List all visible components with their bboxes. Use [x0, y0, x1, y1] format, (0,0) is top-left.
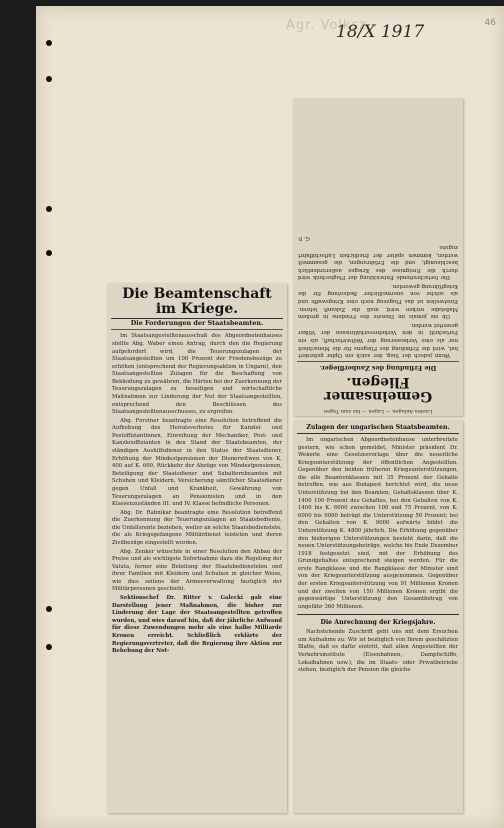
- paragraph: Nachstehende Zuschrift geht uns mit dem Ersuchen um Aufnahme zu: Wir ist bezüglich von Ihrem geschätzten Blatte, daß es dafür eintritt, daß allen Angestellten der Verkehrsinstitute (Eisenbahnen, Dampfschiffe, Lokalbahnen usw.), die im Staats- oder Privatbetriebe stehen, bezüglich der Pension die gleiche: [298, 629, 458, 674]
- punch-hole: [46, 206, 52, 212]
- paragraph: Die fortschreitende Entwicklung der Flugtechnik wird durch die Ereignisse des Krieges außerordentlich beschleunigt, und die Erfahrungen, die gesammelt werden, kommen später der friedlichen Luftschiffahrt zugute.: [298, 244, 458, 281]
- paragraph: Abg. Zenker wünschte in einer Resolution den Abbau der Preise und als wichtigste Sofortnahme dazu die Regelung der Valuta, ferner eine Beteilung der Staatsbediensteten und ihrer Familien mit Kleidern und Schuhen in gleicher Weise, wie dies seitens der Armeeverwaltung bezüglich der Militärpersonen geschieht.: [112, 548, 282, 593]
- article-headline: Gemeinsamer Fliegen.: [323, 373, 433, 405]
- article-body: [298, 629, 458, 674]
- punch-hole: [46, 644, 52, 650]
- signoff: G. P.: [298, 235, 310, 242]
- top-strip: Linden Anlagen — Lagen — bis zum Tagen: [323, 408, 433, 414]
- article-headline: Die Beamtenschaft im Kriege.: [122, 286, 272, 317]
- punch-hole: [46, 40, 52, 46]
- section-title: Zulagen der ungarischen Staatsbeamten.: [306, 424, 450, 431]
- divider: [297, 614, 459, 615]
- paragraph: Abg. Forstner beantragte eine Resolution betreffend die Aufhebung des Heiratsverbotes für Kanzlei- und Postoffiziantinnen, Einreihung der Mechaniker, Post- und Kanzleioffizianten in den Stand der Staatsbeamten, der ständigen Aushilfsdiener in den Status der Staatsdiener, Erhöhung der Mindestpensionen der Dienerwitwen von K. 400 auf K. 600, Rückkehr der Abzüge von Mindestpensionen, Beteiligung der Staatsdiener und Subalternbeamten mit Schuhen und Kleidern, Versicherung sämtlicher Staatsdiener gegen Unfall und Krankheit, Gewährung von Teuerungszulagen an Pensionisten und in den Klassenzuständen III. und IV. Klasse befindliche Personen.: [112, 417, 282, 508]
- paragraph: Wenn jedoch der Sieg, der solch ein Opfer gefordert hat, wird die Erfindung des Fliegens für die Menschheit nur als eine Verbesserung der Weltwirtschaft, als ein Fortschritt in den Verkehrsverhältnissen der Völker gewertet werden.: [298, 321, 458, 359]
- article-body: [112, 333, 282, 655]
- archive-stamp: Agr. Volksz: [286, 18, 368, 33]
- paragraph: Im ungarischen Abgeordnetenhause unterbreitete gestern, wie schon gemeldet, Minister präsident Dr. Wekerle eine Gesetzesvorlage über die neuerliche Kriegsunterstützung der öffentlichen Angestellten. Gegenüber den beiden früheren Kriegsunterstützungen, die alle Beamtenklassen mit 35 Prozent der Gehalte betroffen, wie aus Budapest berichtet wird, die neue Unterstützung bei den Beamten, Gehaltsklassen über K. 1400 100 Prozent des Gehaltes, bei den Gehalten von K. 1400 bis K. 6000 zwischen 100 und 75 Prozent, von K. 6000 bis 9000 beträgt die Unterstützung 50 Prozent; bei den Gehalten von K. 9000 aufwärts bildet die Unterstützung K. 4800 jährlich. Die Erhöhung gegenüber den bisherigen Unterstützungen besteht darin, daß die neuen Unterstützungsbeträge, welche bis Ende Dezember 1918 festgesetzt sind, mit der Erhöhung des Grundgehaltes entsprechend steigen werden. Für die erste Rangklasse und die Rangklasse der Minister sind von der Kriegsunterstützung ausgenommen. Gegenüber der ersten Kriegsunterstützung von 91 Millionen Kronen und der zweiten von 150 Millionen Kronen ergibt die gegenwärtige Unterstützung den Gesamtbetrag von ungefähr 360 Millionen.: [298, 437, 458, 610]
- paragraph: Im Staatsangestelltenausschuß des Abgeordnetenhauses stellte Abg. Waber einen Antrag, durch den die Regierung aufgefordert wird, die Teuerungszulagen der Staatsangestellten um 100 Prozent der Friedensbezüge zu erhöhen (entsprechend der Regierungsaktion in Ungarn), den Staatsangestellten Zulagen für die Beschaffung von Bekleidung zu gewähren, die Härten bei der Zuerkennung der Teuerungszulagen zu beseitigen und wirtschaftliche Maßnahmen zur Linderung der Not der Staatsangestellten, entsprechend den Beschlüssen des Staatsangestelltenausschusses, zu ergreifen.: [112, 333, 282, 416]
- punch-hole: [46, 76, 52, 82]
- page-number: 46: [484, 18, 496, 28]
- divider: [297, 433, 459, 434]
- punch-hole: [46, 250, 52, 256]
- paragraph: Sektionschef Dr. Ritter v. Galecki gab eine Darstellung jener Maßnahmen, die bisher zur Linderung der Lage der Staatsangestellten getroffen wurden, und wies darauf hin, daß der jährliche Aufwand für diese Zuwendungen mehr als eine halbe Milliarde Kronen erreicht. Schließlich erklärte der Regierungsvertreter, daß die Regierung ihre Aktion zur Behebung der Not-: [112, 595, 282, 655]
- article-body: [298, 234, 458, 358]
- section-title: Die Anrechnung der Kriegsjahre.: [320, 619, 436, 627]
- clipping-ungarische-beamte: [293, 420, 463, 813]
- article-subheadline: Die Forderungen der Staatsbeamten.: [111, 319, 283, 330]
- punch-hole: [46, 606, 52, 612]
- paragraph: Ob sie jemals im Dienste des Friedens in großem Maßstabe wirken wird, muß die Zukunft lehren. Einstweilen ist das Flugzeug noch eine Kriegswaffe und als solche von unermeßlicher Bedeutung für die Kriegführung geworden.: [298, 282, 458, 320]
- rotated-content: [293, 98, 463, 416]
- paragraph: Abg. Dr. Rabnikar beantragte eine Resolution betreffend die Zuerkennung der Teuerungszulagen an Staatsbediente, die Unfallsrente beziehen, weiter an solche Staatsbedienstete, die als Kriegsgefangene Militärdienst leisteten und deren Zivilbezüge eingestellt wurden.: [112, 509, 282, 546]
- clipping-beamtenschaft: [107, 283, 287, 813]
- handwritten-date: 18/X 1917: [336, 22, 425, 42]
- clipping-upside-down: [293, 98, 463, 416]
- article-body: [298, 437, 458, 611]
- article-subheadline: Die Erfindung des Zauberflieger.: [297, 361, 459, 372]
